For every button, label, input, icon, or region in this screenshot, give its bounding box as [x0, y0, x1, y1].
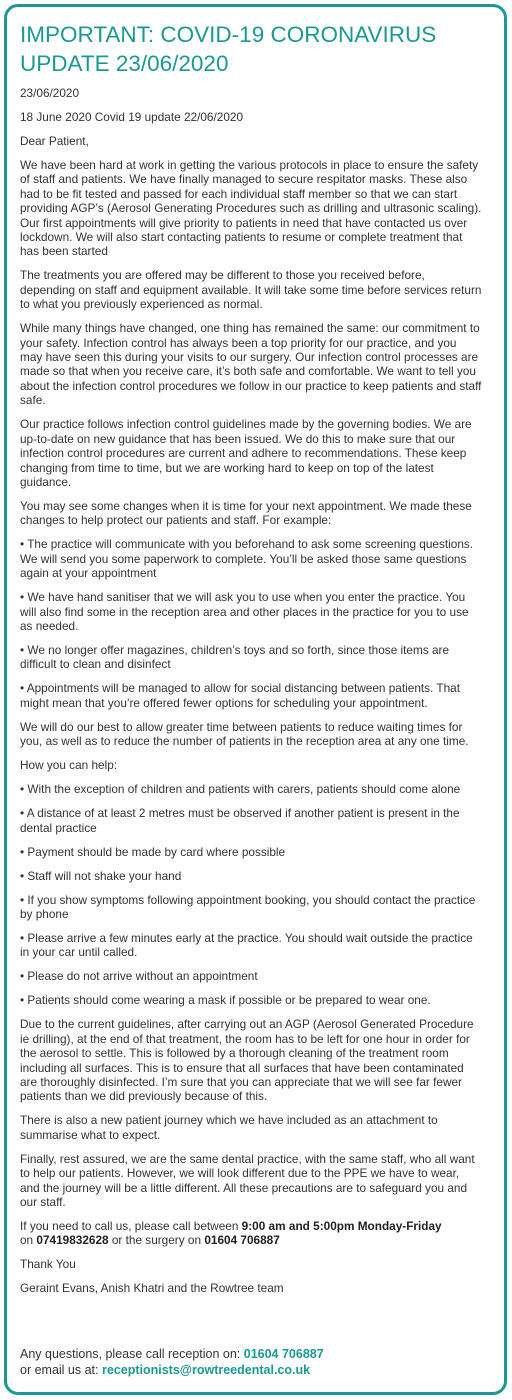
change-item: • We have hand sanitiser that we will ask you to use when you enter the practice. You will also find some in the reception area and other places in the practice for you to use as needed.	[20, 590, 469, 633]
signature-line: Geraint Evans, Anish Khatri and the Rowtree team	[20, 1281, 284, 1296]
change-item: • Appointments will be managed to allow for social distancing between patients. That might mean that you’re offered fewer options for scheduling your appointment.	[20, 681, 460, 710]
help-item: • Payment should be made by card where possible	[20, 844, 286, 859]
help-item: • Please do not arrive without an appointment	[20, 969, 258, 984]
paragraph: The treatments you are offered may be different to those you received before, depending on staff and equipment available. It will take some time before services return to what you previously experienced as normal.	[20, 268, 482, 312]
help-item: • A distance of at least 2 metres must be observed if another patient is present in the dental practice	[20, 806, 460, 835]
paragraph: You may see some changes when it is time for your next appointment. We made these changes to help protect our patients and staff. For example:	[20, 498, 472, 528]
waiting-paragraph: We will do our best to allow greater time between patients to reduce waiting times for you, as well as to reduce the number of patients in the reception area at any one time.	[20, 719, 469, 749]
surgery-number: 01604 706887	[204, 1233, 280, 1248]
paragraph: Our practice follows infection control guidelines made by the governing bodies. We are up-to-date on new guidance that has been issued. We do this to make sure that our infection control procedures are current and adhere to recommendations. These keep changing from time to time, but we are working hard to keep on top of the latest guidance.	[20, 417, 472, 489]
closing-paragraph: There is also a new patient journey which we have included as an attachment to summarise what to expect.	[20, 1113, 438, 1142]
footer	[20, 1347, 482, 1378]
reception-phone-link[interactable]: 01604 706887	[243, 1347, 324, 1361]
page-title: IMPORTANT: COVID-19 CORONAVIRUS UPDATE 23/06/2020	[20, 22, 437, 76]
contact-on: on	[20, 1233, 37, 1248]
office-hours: 9:00 am and 5:00pm Monday-Friday	[241, 1219, 442, 1234]
contact-mid: or the surgery on	[108, 1233, 205, 1248]
date-line: 23/06/2020	[20, 86, 80, 100]
closing-paragraph: Finally, rest assured, we are the same dental practice, with the same staff, who all want to help our patients. However, we will look different due to the PPE we have to wear, and the journey will be a little different. All these precautions are to safeguard you and our staff.	[20, 1151, 475, 1210]
thanks-line: Thank You	[20, 1257, 76, 1272]
help-item: • Please arrive a few minutes early at the practice. You should wait outside the practice in your car until called.	[20, 930, 473, 960]
change-item: • We no longer offer magazines, children’s toys and so forth, since those items are difficult to clean and disinfect	[20, 642, 450, 672]
help-item: • Patients should come wearing a mask if possible or be prepared to wear one.	[20, 993, 431, 1008]
help-item: • Staff will not shake your hand	[20, 868, 182, 883]
mobile-number: 07419832628	[36, 1233, 109, 1248]
contact-paragraph	[20, 1219, 482, 1248]
footer-email-prefix: or email us at:	[20, 1362, 102, 1377]
footer-email-line	[20, 1363, 482, 1379]
footer-phone-prefix: Any questions, please call reception on:	[20, 1347, 244, 1361]
paragraph: While many things have changed, one thing has remained the same: our commitment to your safety. Infection control has always been a top priority for our practice, and you may have seen this during your visits to our surgery. Our infection control processes are made so that when you receive care, it’s both safe and comfortable. We want to tell you about the infection control procedures we follow in our practice to keep patients and staff safe.	[20, 321, 482, 408]
help-heading: How you can help:	[20, 758, 118, 773]
greeting: Dear Patient,	[20, 134, 89, 148]
help-item: • If you show symptoms following appointment booking, you should contact the practice by phone	[20, 892, 476, 921]
closing-paragraph: Due to the current guidelines, after carrying out an AGP (Aerosol Generated Procedure ie drilling), at the end of that treatment, the room has to be left for one hour in order for the aerosol to settle. This is followed by a thorough cleaning of the treatment room including all surfaces. This is to ensure that all surfaces that have been contaminated are thoroughly disinfected. I’m sure that you can appreciate that we will see far fewer patients than we did previously because of this.	[20, 1017, 474, 1104]
paragraph: We have been hard at work in getting the various protocols in place to ensure the safety of staff and patients. We have finally managed to secure respitator masks. These also had to be fit tested and passed for each individual staff member so that we can start providing AGP’s (Aerosol Generating Procedures such as drilling and ultrasonic scaling). Our first appointments will give priority to patients in need that have contacted us over lockdown. We will also start contacting patients to resume or complete treatment that has been started	[20, 158, 482, 259]
contact-prefix: If you need to call us, please call between	[20, 1219, 242, 1234]
help-item: • With the exception of children and patients with carers, patients should come alone	[20, 782, 461, 797]
footer-phone-line	[20, 1347, 482, 1363]
reception-email-link[interactable]: receptionists@rowtreedental.co.uk	[101, 1362, 311, 1377]
notice-content	[20, 20, 482, 1305]
update-line: 18 June 2020 Covid 19 update 22/06/2020	[20, 110, 244, 124]
change-item: • The practice will communicate with you beforehand to ask some screening questions. We will send you some paperwork to complete. You’ll be asked those same questions again at your appointment	[20, 537, 474, 581]
